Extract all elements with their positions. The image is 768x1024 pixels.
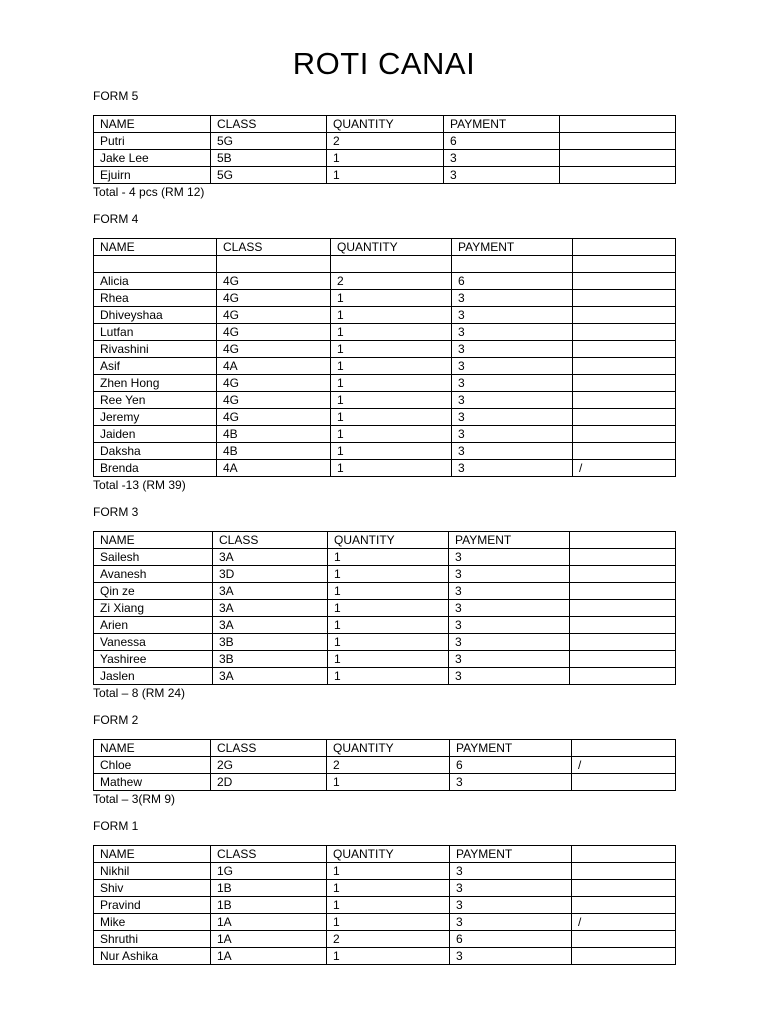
cell-quantity: 1 bbox=[331, 290, 452, 307]
cell-payment: 6 bbox=[444, 133, 560, 150]
cell-payment: 3 bbox=[450, 774, 572, 791]
header-payment: PAYMENT bbox=[449, 532, 570, 549]
cell-payment: 3 bbox=[450, 863, 572, 880]
cell-quantity: 1 bbox=[328, 583, 449, 600]
cell-payment: 3 bbox=[452, 358, 573, 375]
cell-payment: 3 bbox=[444, 167, 560, 184]
cell-name: Rhea bbox=[94, 290, 217, 307]
cell-payment: 3 bbox=[452, 290, 573, 307]
table-header-row bbox=[94, 116, 676, 133]
form-4-table bbox=[93, 238, 676, 477]
cell-class bbox=[217, 256, 331, 273]
cell-payment: 3 bbox=[452, 324, 573, 341]
cell-quantity: 1 bbox=[327, 863, 450, 880]
cell-name: Asif bbox=[94, 358, 217, 375]
cell-payment: 3 bbox=[452, 375, 573, 392]
cell-name: Rivashini bbox=[94, 341, 217, 358]
header-payment: PAYMENT bbox=[452, 239, 573, 256]
cell-mark: / bbox=[572, 757, 676, 774]
cell-class: 3A bbox=[213, 549, 328, 566]
cell-mark bbox=[570, 566, 676, 583]
form-2-total: Total – 3(RM 9) bbox=[93, 792, 176, 806]
cell-quantity: 1 bbox=[328, 668, 449, 685]
cell-class: 5G bbox=[211, 133, 327, 150]
cell-class: 3B bbox=[213, 634, 328, 651]
cell-payment: 6 bbox=[452, 273, 573, 290]
cell-quantity: 1 bbox=[327, 897, 450, 914]
cell-mark bbox=[573, 307, 676, 324]
cell-class: 3B bbox=[213, 651, 328, 668]
cell-name: Arien bbox=[94, 617, 213, 634]
cell-mark bbox=[570, 634, 676, 651]
table-header-row bbox=[94, 239, 676, 256]
cell-class: 1A bbox=[211, 948, 327, 965]
form-5-table bbox=[93, 115, 676, 184]
cell-class: 4G bbox=[217, 375, 331, 392]
cell-payment: 3 bbox=[452, 426, 573, 443]
cell-mark bbox=[573, 273, 676, 290]
cell-name: Chloe bbox=[94, 757, 211, 774]
table-row bbox=[94, 256, 676, 273]
cell-class: 1A bbox=[211, 914, 327, 931]
cell-quantity: 2 bbox=[327, 757, 450, 774]
cell-class: 3A bbox=[213, 583, 328, 600]
cell-quantity: 1 bbox=[328, 549, 449, 566]
cell-quantity: 1 bbox=[331, 426, 452, 443]
form-4-total: Total -13 (RM 39) bbox=[93, 478, 186, 492]
cell-payment: 3 bbox=[452, 341, 573, 358]
header-class: CLASS bbox=[211, 116, 327, 133]
cell-mark bbox=[570, 549, 676, 566]
table-row bbox=[94, 634, 676, 651]
table-row bbox=[94, 583, 676, 600]
cell-name: Jaiden bbox=[94, 426, 217, 443]
form-4-label: FORM 4 bbox=[93, 212, 139, 226]
cell-payment bbox=[452, 256, 573, 273]
table-row bbox=[94, 358, 676, 375]
cell-quantity: 1 bbox=[328, 600, 449, 617]
cell-name: Vanessa bbox=[94, 634, 213, 651]
form-2-table bbox=[93, 739, 676, 791]
table-row bbox=[94, 948, 676, 965]
cell-mark bbox=[573, 443, 676, 460]
cell-name: Jake Lee bbox=[94, 150, 211, 167]
cell-class: 4G bbox=[217, 273, 331, 290]
cell-quantity: 1 bbox=[331, 375, 452, 392]
cell-class: 4B bbox=[217, 443, 331, 460]
table-row bbox=[94, 307, 676, 324]
cell-name: Daksha bbox=[94, 443, 217, 460]
form-1-table bbox=[93, 845, 676, 965]
header-quantity: QUANTITY bbox=[327, 846, 450, 863]
cell-payment: 6 bbox=[450, 931, 572, 948]
cell-class: 1A bbox=[211, 931, 327, 948]
header-class: CLASS bbox=[213, 532, 328, 549]
cell-payment: 3 bbox=[449, 668, 570, 685]
cell-name: Shruthi bbox=[94, 931, 211, 948]
cell-class: 4G bbox=[217, 341, 331, 358]
cell-quantity: 1 bbox=[328, 651, 449, 668]
cell-class: 1B bbox=[211, 880, 327, 897]
header-mark bbox=[570, 532, 676, 549]
document-title: ROTI CANAI bbox=[292, 46, 476, 81]
cell-payment: 3 bbox=[450, 948, 572, 965]
cell-mark bbox=[572, 774, 676, 791]
header-quantity: QUANTITY bbox=[328, 532, 449, 549]
cell-class: 5B bbox=[211, 150, 327, 167]
header-mark bbox=[572, 740, 676, 757]
header-name: NAME bbox=[94, 239, 217, 256]
cell-class: 1G bbox=[211, 863, 327, 880]
form-1-label: FORM 1 bbox=[93, 819, 139, 833]
cell-quantity: 1 bbox=[331, 409, 452, 426]
header-class: CLASS bbox=[211, 846, 327, 863]
table-row bbox=[94, 566, 676, 583]
header-name: NAME bbox=[94, 116, 211, 133]
table-row bbox=[94, 324, 676, 341]
table-row bbox=[94, 668, 676, 685]
cell-mark bbox=[572, 897, 676, 914]
form-5-total: Total - 4 pcs (RM 12) bbox=[93, 185, 205, 199]
table-row bbox=[94, 167, 676, 184]
cell-class: 3D bbox=[213, 566, 328, 583]
header-name: NAME bbox=[94, 846, 211, 863]
table-row bbox=[94, 460, 676, 477]
cell-class: 4G bbox=[217, 307, 331, 324]
cell-mark bbox=[573, 341, 676, 358]
table-row bbox=[94, 914, 676, 931]
cell-name: Jaslen bbox=[94, 668, 213, 685]
cell-name: Ree Yen bbox=[94, 392, 217, 409]
cell-mark bbox=[560, 150, 676, 167]
cell-quantity: 2 bbox=[327, 133, 444, 150]
cell-name: Nikhil bbox=[94, 863, 211, 880]
cell-quantity: 1 bbox=[331, 392, 452, 409]
header-payment: PAYMENT bbox=[444, 116, 560, 133]
header-name: NAME bbox=[94, 740, 211, 757]
cell-payment: 3 bbox=[452, 392, 573, 409]
header-quantity: QUANTITY bbox=[327, 116, 444, 133]
cell-mark bbox=[573, 392, 676, 409]
cell-mark bbox=[573, 290, 676, 307]
cell-payment: 3 bbox=[450, 914, 572, 931]
cell-mark bbox=[572, 880, 676, 897]
cell-mark bbox=[573, 375, 676, 392]
table-row bbox=[94, 549, 676, 566]
cell-mark bbox=[570, 617, 676, 634]
form-5-label: FORM 5 bbox=[93, 89, 139, 103]
table-row bbox=[94, 375, 676, 392]
cell-quantity: 1 bbox=[327, 150, 444, 167]
cell-quantity: 1 bbox=[328, 617, 449, 634]
cell-mark bbox=[573, 324, 676, 341]
cell-payment: 6 bbox=[450, 757, 572, 774]
table-row bbox=[94, 392, 676, 409]
cell-class: 5G bbox=[211, 167, 327, 184]
cell-name: Yashiree bbox=[94, 651, 213, 668]
cell-mark bbox=[572, 948, 676, 965]
cell-quantity: 1 bbox=[327, 880, 450, 897]
table-row bbox=[94, 600, 676, 617]
header-quantity: QUANTITY bbox=[327, 740, 450, 757]
header-payment: PAYMENT bbox=[450, 846, 572, 863]
cell-name: Zi Xiang bbox=[94, 600, 213, 617]
header-name: NAME bbox=[94, 532, 213, 549]
cell-payment: 3 bbox=[452, 307, 573, 324]
cell-payment: 3 bbox=[452, 409, 573, 426]
cell-name: Mike bbox=[94, 914, 211, 931]
table-row bbox=[94, 290, 676, 307]
cell-mark: / bbox=[573, 460, 676, 477]
cell-mark bbox=[570, 600, 676, 617]
cell-payment: 3 bbox=[449, 600, 570, 617]
cell-mark bbox=[573, 358, 676, 375]
form-3-total: Total – 8 (RM 24) bbox=[93, 686, 186, 700]
cell-name bbox=[94, 256, 217, 273]
cell-quantity: 2 bbox=[331, 273, 452, 290]
cell-quantity: 1 bbox=[327, 948, 450, 965]
cell-mark bbox=[572, 863, 676, 880]
cell-quantity: 1 bbox=[327, 167, 444, 184]
cell-name: Dhiveyshaa bbox=[94, 307, 217, 324]
table-row bbox=[94, 863, 676, 880]
table-row bbox=[94, 897, 676, 914]
cell-class: 4B bbox=[217, 426, 331, 443]
table-row bbox=[94, 133, 676, 150]
cell-name: Mathew bbox=[94, 774, 211, 791]
table-header-row bbox=[94, 532, 676, 549]
header-payment: PAYMENT bbox=[450, 740, 572, 757]
cell-quantity: 1 bbox=[331, 341, 452, 358]
table-row bbox=[94, 651, 676, 668]
cell-name: Putri bbox=[94, 133, 211, 150]
cell-quantity: 1 bbox=[331, 460, 452, 477]
header-mark bbox=[560, 116, 676, 133]
cell-payment: 3 bbox=[452, 443, 573, 460]
table-row bbox=[94, 774, 676, 791]
cell-mark bbox=[560, 167, 676, 184]
cell-name: Sailesh bbox=[94, 549, 213, 566]
cell-name: Nur Ashika bbox=[94, 948, 211, 965]
cell-name: Brenda bbox=[94, 460, 217, 477]
cell-class: 3A bbox=[213, 668, 328, 685]
cell-class: 4G bbox=[217, 290, 331, 307]
cell-class: 3A bbox=[213, 617, 328, 634]
cell-mark bbox=[570, 651, 676, 668]
cell-payment: 3 bbox=[450, 880, 572, 897]
cell-mark bbox=[573, 426, 676, 443]
header-mark bbox=[573, 239, 676, 256]
cell-quantity: 1 bbox=[331, 443, 452, 460]
table-row bbox=[94, 341, 676, 358]
cell-payment: 3 bbox=[449, 583, 570, 600]
cell-quantity: 2 bbox=[327, 931, 450, 948]
cell-quantity: 1 bbox=[327, 774, 450, 791]
cell-mark bbox=[573, 256, 676, 273]
cell-class: 4G bbox=[217, 324, 331, 341]
cell-payment: 3 bbox=[449, 634, 570, 651]
cell-mark bbox=[572, 931, 676, 948]
cell-mark bbox=[573, 409, 676, 426]
cell-payment: 3 bbox=[449, 617, 570, 634]
header-class: CLASS bbox=[211, 740, 327, 757]
cell-class: 3A bbox=[213, 600, 328, 617]
cell-quantity bbox=[331, 256, 452, 273]
cell-quantity: 1 bbox=[328, 566, 449, 583]
cell-mark bbox=[560, 133, 676, 150]
cell-name: Alicia bbox=[94, 273, 217, 290]
cell-payment: 3 bbox=[444, 150, 560, 167]
form-3-label: FORM 3 bbox=[93, 505, 139, 519]
cell-quantity: 1 bbox=[331, 307, 452, 324]
cell-name: Lutfan bbox=[94, 324, 217, 341]
cell-class: 4G bbox=[217, 392, 331, 409]
table-row bbox=[94, 443, 676, 460]
cell-payment: 3 bbox=[450, 897, 572, 914]
cell-payment: 3 bbox=[452, 460, 573, 477]
form-3-table bbox=[93, 531, 676, 685]
cell-payment: 3 bbox=[449, 549, 570, 566]
cell-name: Ejuirn bbox=[94, 167, 211, 184]
table-header-row bbox=[94, 846, 676, 863]
cell-mark bbox=[570, 583, 676, 600]
cell-quantity: 1 bbox=[328, 634, 449, 651]
cell-mark bbox=[570, 668, 676, 685]
cell-class: 4A bbox=[217, 358, 331, 375]
cell-class: 1B bbox=[211, 897, 327, 914]
cell-name: Zhen Hong bbox=[94, 375, 217, 392]
table-row bbox=[94, 757, 676, 774]
table-row bbox=[94, 150, 676, 167]
cell-name: Qin ze bbox=[94, 583, 213, 600]
table-row bbox=[94, 426, 676, 443]
table-row bbox=[94, 617, 676, 634]
header-quantity: QUANTITY bbox=[331, 239, 452, 256]
cell-name: Shiv bbox=[94, 880, 211, 897]
cell-name: Jeremy bbox=[94, 409, 217, 426]
cell-class: 2G bbox=[211, 757, 327, 774]
table-row bbox=[94, 880, 676, 897]
cell-class: 4G bbox=[217, 409, 331, 426]
form-2-label: FORM 2 bbox=[93, 713, 139, 727]
cell-mark: / bbox=[572, 914, 676, 931]
cell-quantity: 1 bbox=[331, 324, 452, 341]
cell-payment: 3 bbox=[449, 651, 570, 668]
cell-class: 2D bbox=[211, 774, 327, 791]
cell-payment: 3 bbox=[449, 566, 570, 583]
cell-quantity: 1 bbox=[331, 358, 452, 375]
cell-class: 4A bbox=[217, 460, 331, 477]
cell-name: Avanesh bbox=[94, 566, 213, 583]
table-row bbox=[94, 409, 676, 426]
cell-quantity: 1 bbox=[327, 914, 450, 931]
table-header-row bbox=[94, 740, 676, 757]
header-mark bbox=[572, 846, 676, 863]
table-row bbox=[94, 273, 676, 290]
cell-name: Pravind bbox=[94, 897, 211, 914]
header-class: CLASS bbox=[217, 239, 331, 256]
table-row bbox=[94, 931, 676, 948]
